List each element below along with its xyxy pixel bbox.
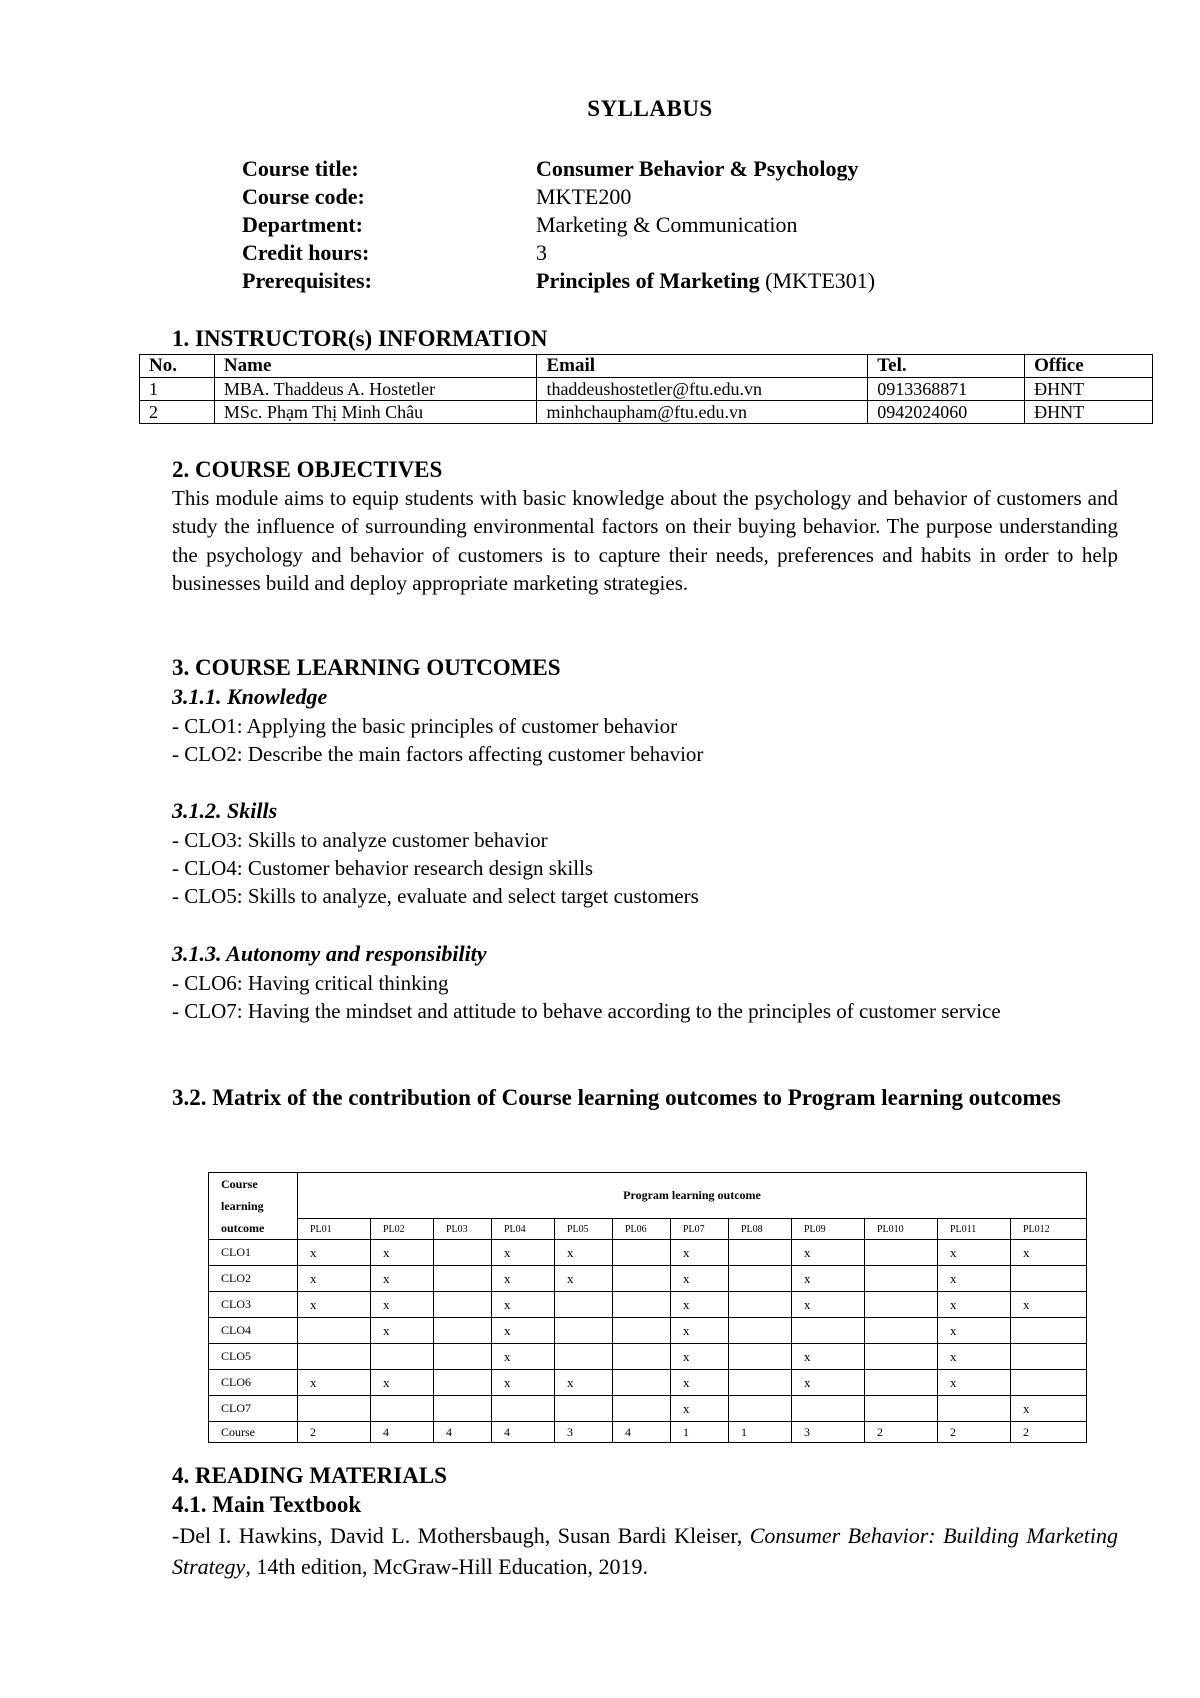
credit-hours-label: Credit hours: [242, 240, 370, 265]
instructor-office: ĐHNT [1025, 378, 1153, 401]
matrix-cell [434, 1344, 492, 1370]
matrix-cell: x [938, 1266, 1011, 1292]
matrix-cell [865, 1240, 938, 1266]
clo7-item: - CLO7: Having the mindset and attitude to behave according to the principles of customer service [172, 999, 1001, 1023]
matrix-cell [555, 1396, 613, 1422]
matrix-cell [1011, 1344, 1087, 1370]
instructor-table [139, 354, 1153, 424]
matrix-cell [298, 1396, 371, 1422]
matrix-cell [434, 1240, 492, 1266]
clo2-item: - CLO2: Describe the main factors affecting customer behavior [172, 742, 704, 766]
matrix-cell: x [555, 1240, 613, 1266]
clo4-item: - CLO4: Customer behavior research design skills [172, 856, 594, 880]
clo-label: CLO1 [209, 1240, 298, 1266]
matrix-cell [371, 1344, 434, 1370]
matrix-cell [613, 1318, 671, 1344]
clo-plo-matrix [208, 1172, 1087, 1443]
matrix-cell [729, 1266, 792, 1292]
matrix-cell [1011, 1266, 1087, 1292]
course-title-row [242, 155, 1022, 183]
matrix-total-row [209, 1422, 1087, 1443]
matrix-cell [729, 1240, 792, 1266]
matrix-cell: x [938, 1240, 1011, 1266]
matrix-cell: x [792, 1266, 865, 1292]
matrix-cell [729, 1344, 792, 1370]
plo-total: 2 [1011, 1422, 1087, 1443]
matrix-cell: x [555, 1266, 613, 1292]
matrix-cell [298, 1318, 371, 1344]
plo-header: PL02 [371, 1219, 434, 1240]
clo-label: CLO3 [209, 1292, 298, 1318]
matrix-cell [865, 1292, 938, 1318]
matrix-cell [492, 1396, 555, 1422]
table-row [209, 1344, 1087, 1370]
instructor-email: thaddeushostetler@ftu.edu.vn [537, 378, 868, 401]
matrix-cell [865, 1344, 938, 1370]
matrix-cell [865, 1266, 938, 1292]
reference-publication: , 14th edition, McGraw-Hill Education, 2019. [245, 1554, 648, 1579]
matrix-cell: x [298, 1240, 371, 1266]
clo6-item: - CLO6: Having critical thinking [172, 971, 449, 995]
matrix-cell [434, 1266, 492, 1292]
objectives-text: This module aims to equip students with basic knowledge about the psychology and behavior of customers and study the influence of surrounding environmental factors on their buying behavior. The purpose understanding the psychology and behavior of customers is to capture their needs, preferences and habits in order to help businesses build and deploy appropriate marketing strategies. [172, 486, 1118, 595]
plo-total: 2 [865, 1422, 938, 1443]
matrix-cell: x [298, 1370, 371, 1396]
matrix-cell [729, 1292, 792, 1318]
plo-total: 4 [434, 1422, 492, 1443]
matrix-cell [434, 1396, 492, 1422]
clo-label: CLO7 [209, 1396, 298, 1422]
matrix-cell [555, 1292, 613, 1318]
clo5-item: - CLO5: Skills to analyze, evaluate and select target customers [172, 884, 699, 908]
matrix-cell: x [792, 1240, 865, 1266]
matrix-cell: x [792, 1344, 865, 1370]
plo-header: PL06 [613, 1219, 671, 1240]
plo-total: 4 [371, 1422, 434, 1443]
matrix-cell [434, 1318, 492, 1344]
plo-total: 2 [938, 1422, 1011, 1443]
matrix-cell [613, 1266, 671, 1292]
matrix-cell: x [671, 1396, 729, 1422]
autonomy-title: 3.1.3. Autonomy and responsibility [172, 941, 487, 966]
plo-total: 3 [555, 1422, 613, 1443]
table-row [209, 1318, 1087, 1344]
prerequisites-label: Prerequisites: [242, 268, 372, 293]
plo-total: 4 [492, 1422, 555, 1443]
matrix-cell: x [492, 1344, 555, 1370]
matrix-cell: x [938, 1344, 1011, 1370]
instructor-header-row [140, 355, 1153, 378]
clo-label: CLO4 [209, 1318, 298, 1344]
matrix-cell: x [671, 1292, 729, 1318]
matrix-cell [865, 1370, 938, 1396]
matrix-cell [729, 1396, 792, 1422]
matrix-cell [865, 1318, 938, 1344]
matrix-cell [938, 1396, 1011, 1422]
matrix-cell: x [671, 1344, 729, 1370]
table-row [209, 1370, 1087, 1396]
matrix-cell: x [938, 1292, 1011, 1318]
skills-title: 3.1.2. Skills [172, 798, 278, 823]
instructor-name: MSc. Phạm Thị Minh Châu [214, 401, 537, 424]
plo-header: PL011 [938, 1219, 1011, 1240]
matrix-cell: x [298, 1266, 371, 1292]
plo-total: 4 [613, 1422, 671, 1443]
main-textbook-heading: 4.1. Main Textbook [172, 1492, 362, 1517]
matrix-cell: x [671, 1266, 729, 1292]
matrix-cell: x [671, 1318, 729, 1344]
knowledge-title: 3.1.1. Knowledge [172, 684, 328, 709]
matrix-group-label: Program learning outcome [298, 1173, 1087, 1219]
plo-total: 2 [298, 1422, 371, 1443]
clo1-item: - CLO1: Applying the basic principles of customer behavior [172, 714, 678, 738]
matrix-cell [434, 1370, 492, 1396]
matrix-cell [613, 1240, 671, 1266]
matrix-cell [1011, 1370, 1087, 1396]
plo-header: PL07 [671, 1219, 729, 1240]
matrix-cell [792, 1396, 865, 1422]
main-textbook-reference [172, 1520, 1118, 1582]
plo-total: 3 [792, 1422, 865, 1443]
matrix-cell: x [371, 1266, 434, 1292]
instructor-name: MBA. Thaddeus A. Hostetler [214, 378, 537, 401]
table-row [209, 1396, 1087, 1422]
col-email: Email [537, 355, 868, 378]
matrix-cell [298, 1344, 371, 1370]
plo-header: PL05 [555, 1219, 613, 1240]
instructor-tel: 0942024060 [868, 401, 1025, 424]
matrix-cell: x [492, 1318, 555, 1344]
matrix-cell: x [1011, 1240, 1087, 1266]
matrix-cell: x [671, 1370, 729, 1396]
prerequisite-course-name: Principles of Marketing [536, 268, 760, 293]
matrix-plo-header-row [209, 1219, 1087, 1240]
outcomes-heading: 3. COURSE LEARNING OUTCOMES [172, 655, 561, 680]
matrix-body [209, 1240, 1087, 1422]
matrix-cell: x [555, 1370, 613, 1396]
matrix-cell [729, 1318, 792, 1344]
plo-header: PL04 [492, 1219, 555, 1240]
matrix-cell: x [371, 1240, 434, 1266]
document-title: SYLLABUS [587, 96, 713, 121]
matrix-cell [865, 1396, 938, 1422]
table-row [140, 401, 1153, 424]
clo3-item: - CLO3: Skills to analyze customer behavior [172, 828, 548, 852]
course-code-label: Course code: [242, 184, 365, 209]
matrix-cell: x [492, 1370, 555, 1396]
matrix-cell: x [1011, 1292, 1087, 1318]
matrix-cell [613, 1344, 671, 1370]
matrix-cell [613, 1396, 671, 1422]
matrix-cell: x [492, 1240, 555, 1266]
matrix-cell: x [938, 1370, 1011, 1396]
plo-total: 1 [729, 1422, 792, 1443]
col-no: No. [140, 355, 215, 378]
matrix-cell: x [938, 1318, 1011, 1344]
matrix-cell [613, 1292, 671, 1318]
department-value: Marketing & Communication [536, 212, 798, 237]
matrix-cell [555, 1344, 613, 1370]
matrix-cell: x [492, 1266, 555, 1292]
department-label: Department: [242, 212, 363, 237]
matrix-cell [792, 1318, 865, 1344]
plo-header: PL08 [729, 1219, 792, 1240]
course-code-row [242, 183, 1022, 211]
matrix-cell: x [371, 1292, 434, 1318]
instructor-no: 2 [140, 401, 215, 424]
matrix-cell [1011, 1318, 1087, 1344]
table-row [209, 1240, 1087, 1266]
instructor-office: ĐHNT [1025, 401, 1153, 424]
matrix-cell [555, 1318, 613, 1344]
department-row [242, 211, 1022, 239]
matrix-cell: x [298, 1292, 371, 1318]
plo-header: PL010 [865, 1219, 938, 1240]
matrix-cell [371, 1396, 434, 1422]
credit-hours-row [242, 239, 1022, 267]
matrix-cell: x [371, 1370, 434, 1396]
clo-label: CLO2 [209, 1266, 298, 1292]
matrix-cell [434, 1292, 492, 1318]
matrix-cell: x [1011, 1396, 1087, 1422]
prerequisites-row [242, 267, 1022, 295]
instructor-heading: 1. INSTRUCTOR(s) INFORMATION [172, 326, 548, 351]
col-name: Name [214, 355, 537, 378]
clo-label: CLO5 [209, 1344, 298, 1370]
clo-label: CLO6 [209, 1370, 298, 1396]
credit-hours-value: 3 [536, 240, 547, 265]
course-title-label: Course title: [242, 156, 359, 181]
matrix-cell [613, 1370, 671, 1396]
matrix-cell: x [492, 1292, 555, 1318]
instructor-no: 1 [140, 378, 215, 401]
matrix-cell: x [671, 1240, 729, 1266]
matrix-cell [729, 1370, 792, 1396]
plo-header: PL01 [298, 1219, 371, 1240]
instructor-email: minhchaupham@ftu.edu.vn [537, 401, 868, 424]
reference-authors: -Del I. Hawkins, David L. Mothersbaugh, Susan Bardi Kleiser, [172, 1523, 750, 1548]
prerequisite-course-code: (MKTE301) [759, 268, 876, 293]
course-info [242, 155, 1022, 295]
plo-header: PL03 [434, 1219, 492, 1240]
matrix-corner-label: Course learning outcome [209, 1173, 298, 1240]
col-tel: Tel. [868, 355, 1025, 378]
matrix-cell: x [371, 1318, 434, 1344]
matrix-cell: x [792, 1292, 865, 1318]
table-row [140, 378, 1153, 401]
objectives-heading: 2. COURSE OBJECTIVES [172, 457, 443, 482]
reading-heading: 4. READING MATERIALS [172, 1463, 447, 1488]
table-row [209, 1266, 1087, 1292]
course-title-value: Consumer Behavior & Psychology [536, 156, 859, 181]
plo-header: PL09 [792, 1219, 865, 1240]
prerequisites-value [536, 267, 1022, 295]
reference-book-title: Consumer Behavior: Building Marketing Strategy [172, 1523, 1118, 1579]
course-code-value: MKTE200 [536, 184, 632, 209]
plo-total: 1 [671, 1422, 729, 1443]
matrix-group-header-row [209, 1173, 1087, 1219]
matrix-heading: 3.2. Matrix of the contribution of Course learning outcomes to Program learning outcomes [172, 1085, 1061, 1110]
col-office: Office [1025, 355, 1153, 378]
table-row [209, 1292, 1087, 1318]
matrix-cell: x [792, 1370, 865, 1396]
total-label: Course [209, 1422, 298, 1443]
instructor-tel: 0913368871 [868, 378, 1025, 401]
plo-header: PL012 [1011, 1219, 1087, 1240]
